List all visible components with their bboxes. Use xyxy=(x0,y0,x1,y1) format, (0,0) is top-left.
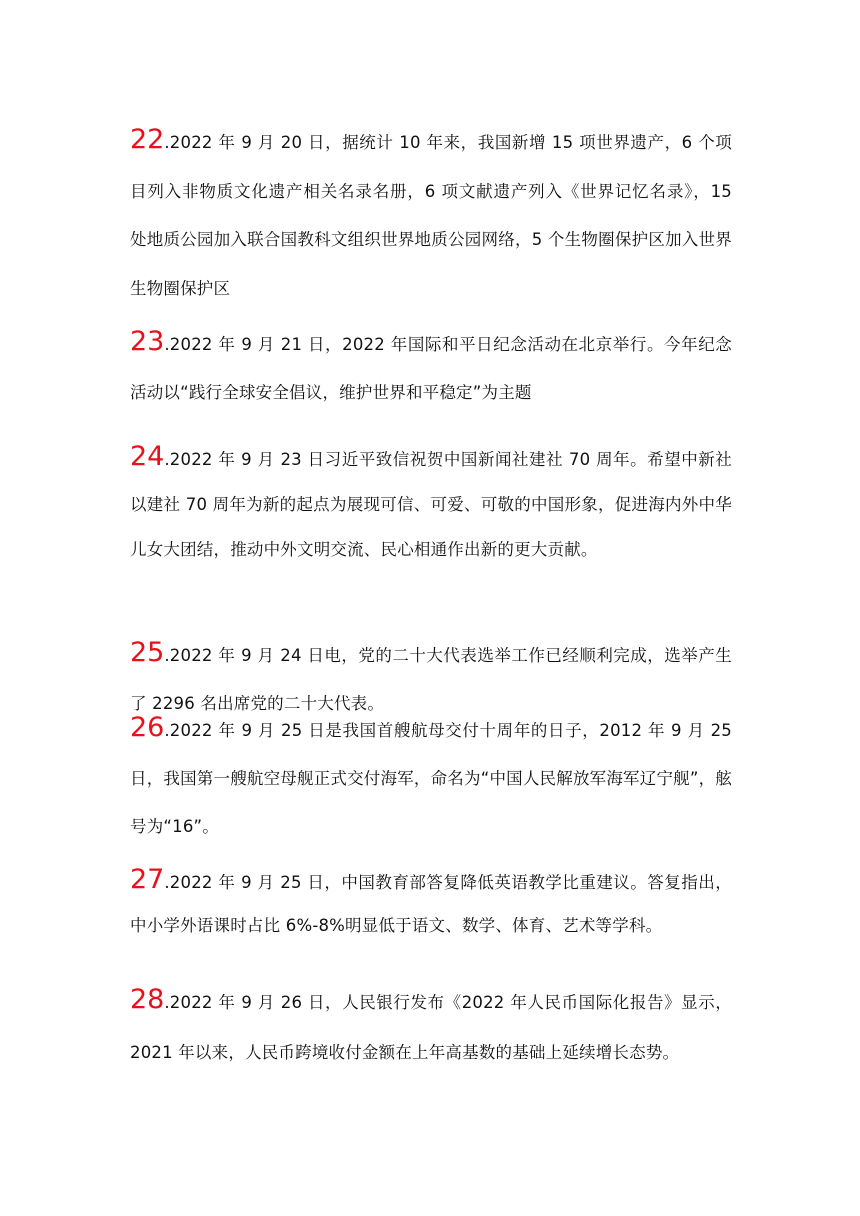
item-text: .2022 年 9 月 25 日是我国首艘航母交付十周年的日子，2012 年 9 月 25 日，我国第一艘航空母舰正式交付海军，命名为“中国人民解放军海军辽宁舰”，舷号为“16”。 xyxy=(130,721,732,836)
item-text: .2022 年 9 月 25 日，中国教育部答复降低英语教学比重建议。答复指出，中小学外语课时占比 6%-8%明显低于语文、数学、体育、艺术等学科。 xyxy=(130,873,732,935)
item-number: 28 xyxy=(130,984,165,1015)
item-number: 23 xyxy=(130,326,165,357)
news-item-23 xyxy=(130,318,732,417)
news-item-27 xyxy=(130,858,732,947)
item-text: .2022 年 9 月 26 日，人民银行发布《2022 年人民币国际化报告》显示，2021 年以来，人民币跨境收付金额在上年高基数的基础上延续增长态势。 xyxy=(130,993,732,1062)
item-text: .2022 年 9 月 23 日习近平致信祝贺中国新闻社建社 70 周年。希望中新社以建社 70 周年为新的起点为展现可信、可爱、可敬的中国形象，促进海内外中华儿女大团结，推动中外文明交流、民心相通作出新的更大贡献。 xyxy=(130,450,732,559)
news-item-26 xyxy=(130,704,732,851)
item-number: 24 xyxy=(130,441,165,472)
item-number: 26 xyxy=(130,712,165,743)
item-text: .2022 年 9 月 20 日，据统计 10 年来，我国新增 15 项世界遗产，6 个项目列入非物质文化遗产相关名录名册，6 项文献遗产列入《世界记忆名录》，15 处地质公园加入联合国教科文组织世界地质公园网络，5 个生物圈保护区加入世界生物圈保护区 xyxy=(130,133,732,298)
item-number: 25 xyxy=(130,637,165,668)
item-number: 22 xyxy=(130,124,165,155)
item-text: .2022 年 9 月 21 日，2022 年国际和平日纪念活动在北京举行。今年纪念活动以“践行全球安全倡议，维护世界和平稳定”为主题 xyxy=(130,335,732,402)
news-item-24 xyxy=(130,434,732,572)
news-item-28 xyxy=(130,975,732,1078)
item-text: .2022 年 9 月 24 日电，党的二十大代表选举工作已经顺利完成，选举产生了 2296 名出席党的二十大代表。 xyxy=(130,646,732,713)
item-number: 27 xyxy=(130,864,165,895)
news-item-22 xyxy=(130,116,732,313)
